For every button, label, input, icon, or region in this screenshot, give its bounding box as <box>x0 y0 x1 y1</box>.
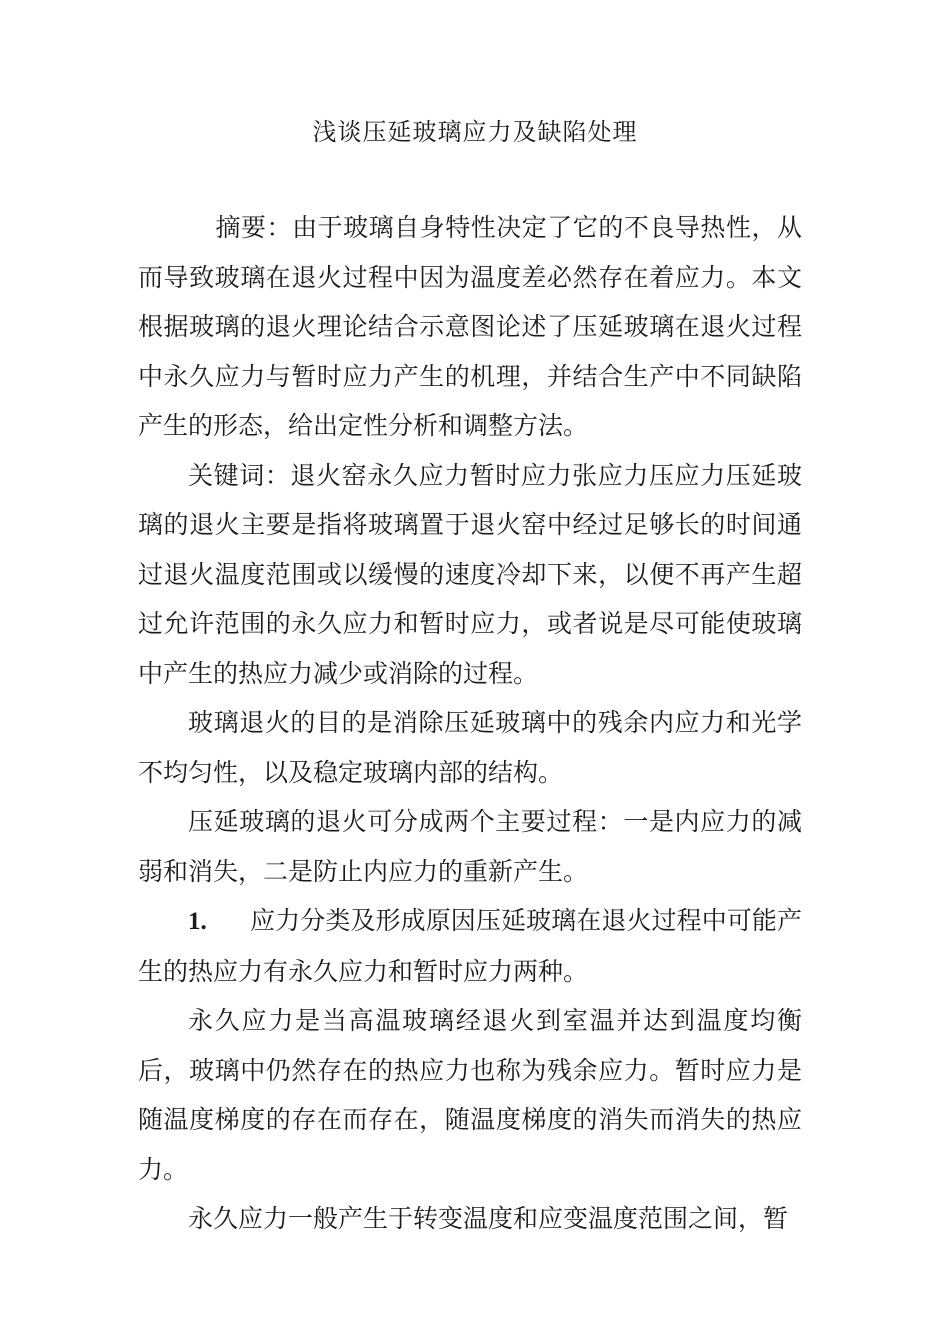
abstract-paragraph: 摘要：由于玻璃自身特性决定了它的不良导热性，从而导致玻璃在退火过程中因为温度差必然存在着应力。本文根据玻璃的退火理论结合示意图论述了压延玻璃在退火过程中永久应力与暂时应力产生的机理，并结合生产中不同缺陷产生的形态，给出定性分析和调整方法。 <box>138 213 802 440</box>
section-1-paragraph <box>138 896 802 996</box>
keywords-paragraph: 关键词：退火窑永久应力暂时应力张应力压应力压延玻璃的退火主要是指将玻璃置于退火窑中经过足够长的时间通过退火温度范围或以缓慢的速度冷却下来，以便不再产生超过允许范围的永久应力和暂时应力，或者说是尽可能使玻璃中产生的热应力减少或消除的过程。 <box>138 460 802 688</box>
section-1-text: 应力分类及形成原因压延玻璃在退火过程中可能产生的热应力有永久应力和暂时应力两种。 <box>138 906 802 986</box>
section-number: 1. <box>188 908 207 935</box>
document-title: 浅谈压延玻璃应力及缺陷处理 <box>312 118 638 146</box>
definition-paragraph: 永久应力是当高温玻璃经退火到室温并达到温度均衡后，玻璃中仍然存在的热应力也称为残余应力。暂时应力是随温度梯度的存在而存在，随温度梯度的消失而消失的热应力。 <box>138 1006 802 1184</box>
purpose-paragraph: 玻璃退火的目的是消除压延玻璃中的残余内应力和光学不均匀性，以及稳定玻璃内部的结构。 <box>138 708 802 787</box>
last-paragraph: 永久应力一般产生于转变温度和应变温度范围之间，暂 <box>188 1204 789 1233</box>
process-paragraph: 压延玻璃的退火可分成两个主要过程：一是内应力的减弱和消失，二是防止内应力的重新产生。 <box>138 807 802 886</box>
document-body <box>138 203 802 1244</box>
